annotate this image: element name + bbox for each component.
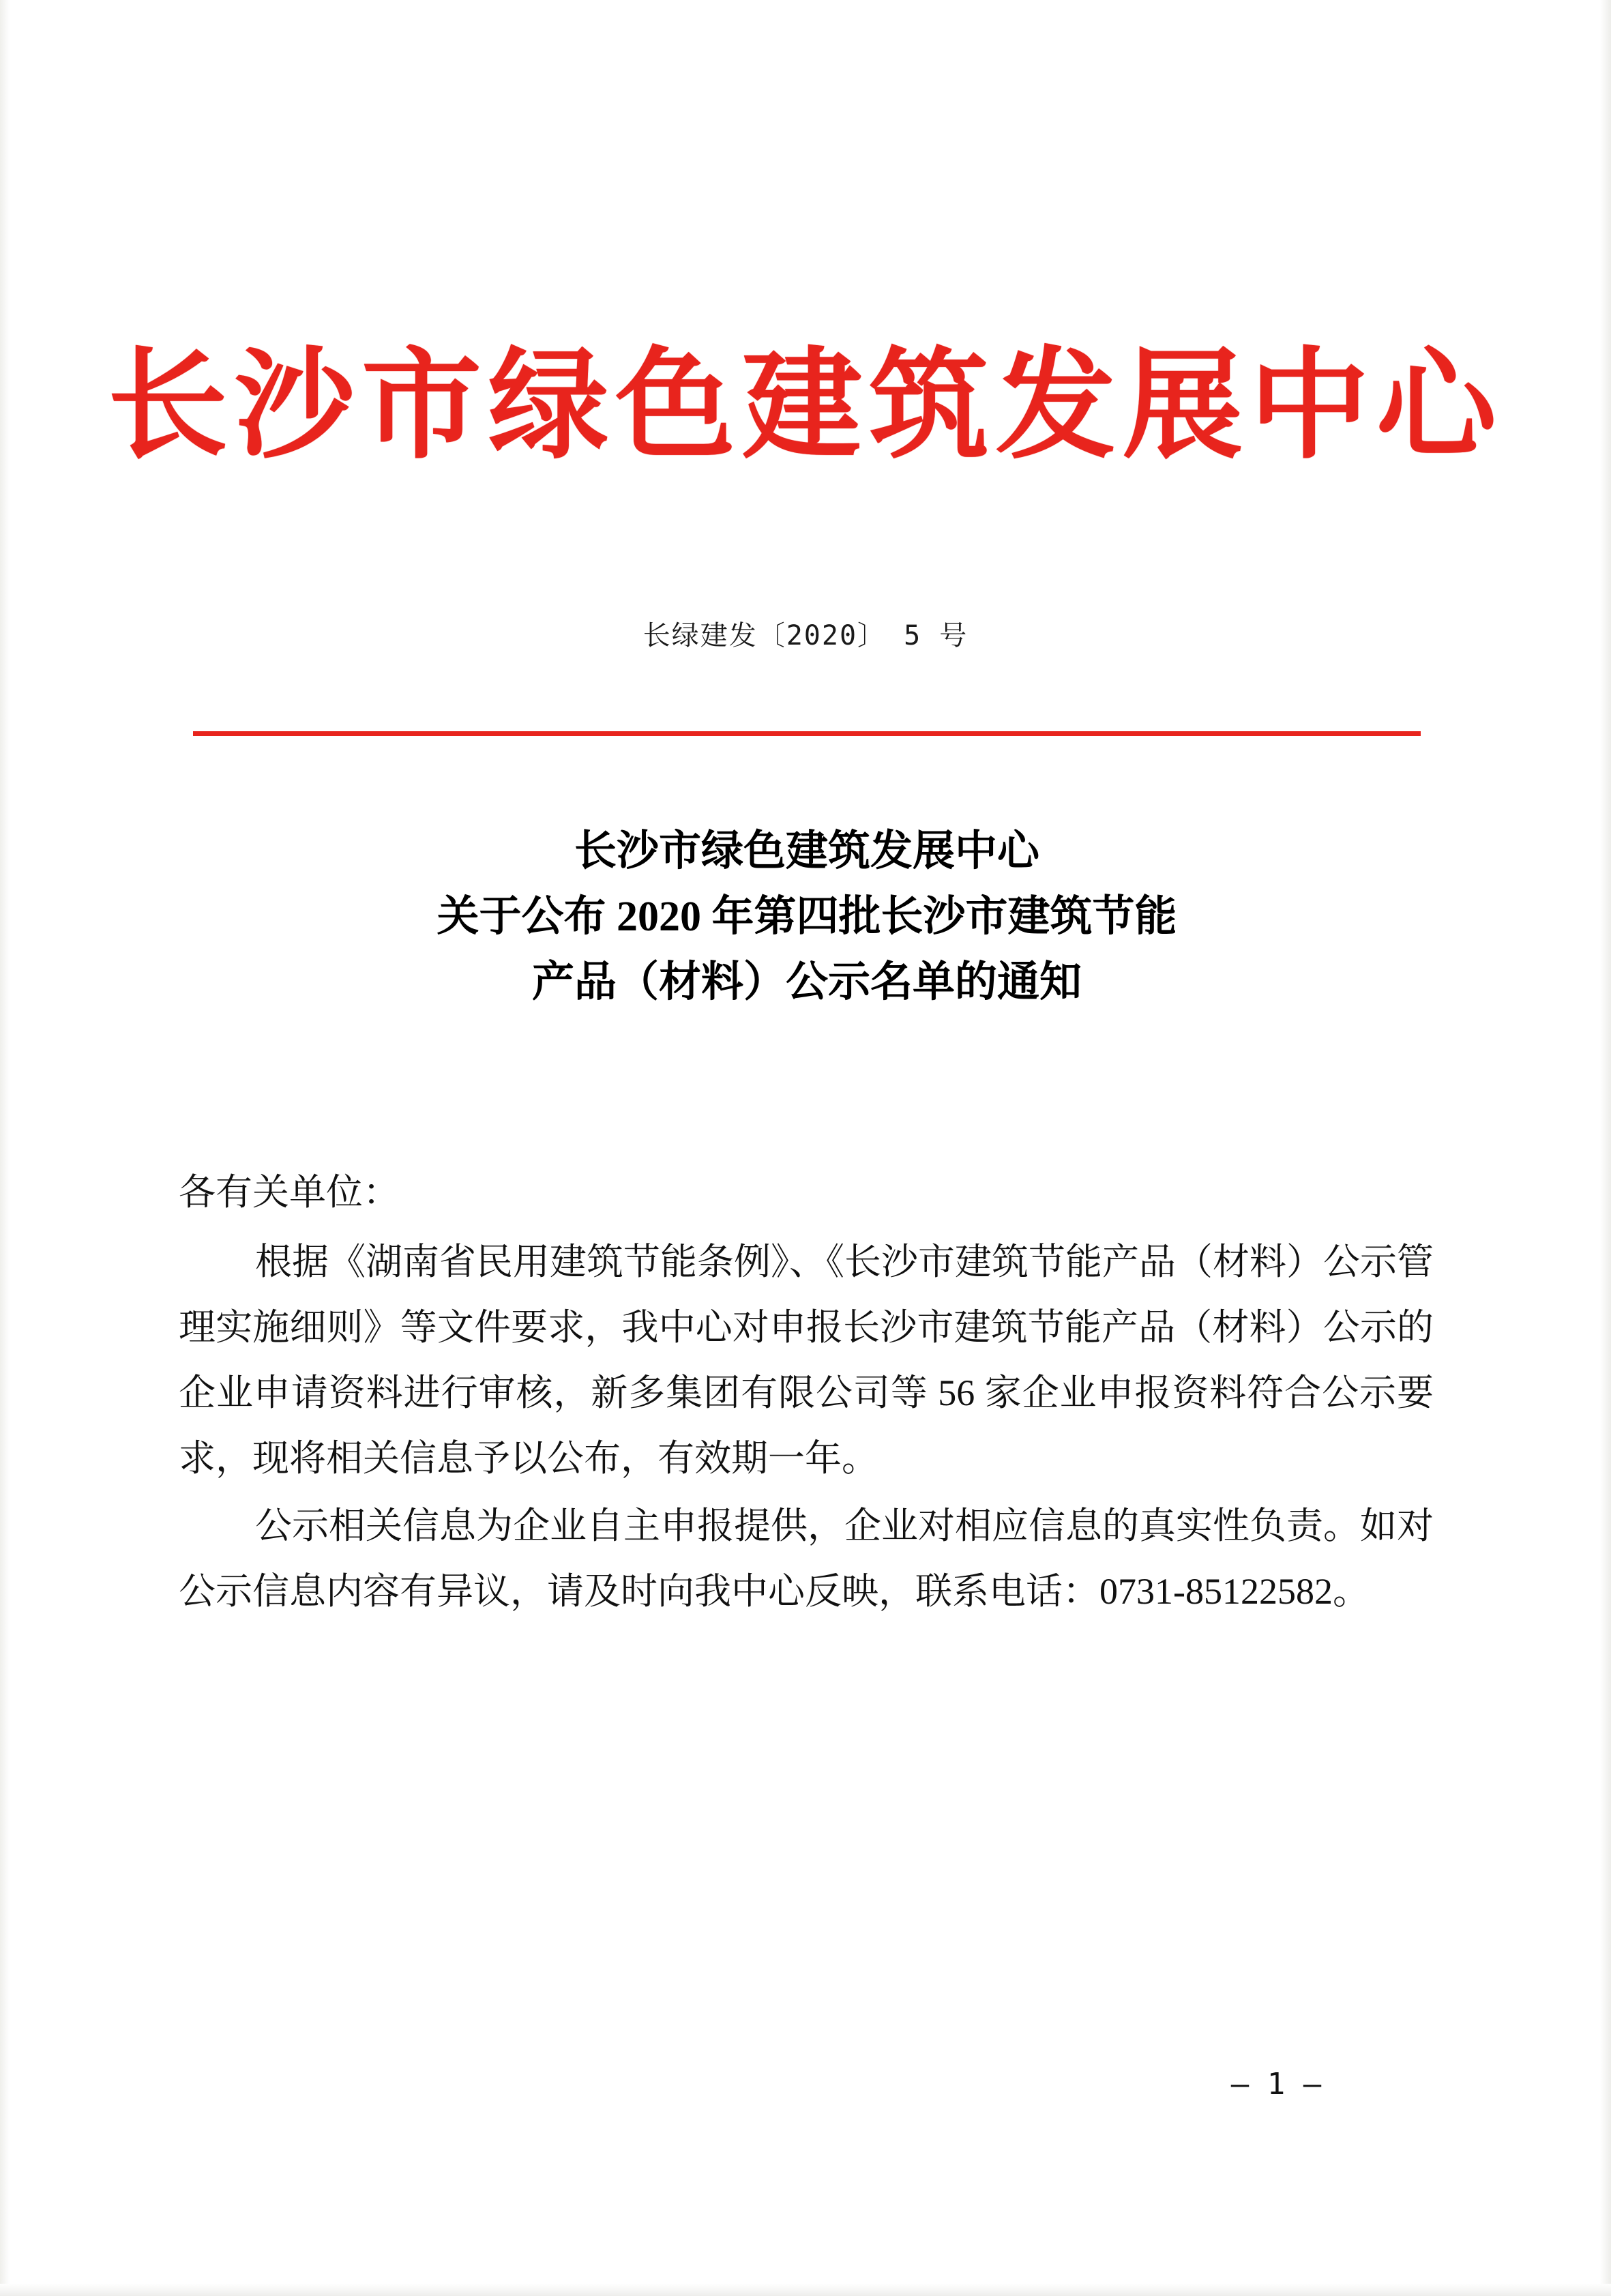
- title-line-3: 产品（材料）公示名单的通知: [531, 959, 1082, 1006]
- red-horizontal-rule: [193, 731, 1421, 736]
- salutation: 各有关单位：: [179, 1172, 400, 1213]
- title-line-1: 长沙市绿色建筑发展中心: [574, 828, 1039, 874]
- body-paragraph-2: 公示相关信息为企业自主申报提供，企业对相应信息的真实性负责。如对公示信息内容有异议，请及时向我中心反映，联系电话：0731-85122582。: [179, 1505, 1434, 1612]
- scan-edge-bottom: [0, 2284, 1611, 2296]
- document-body: [179, 1160, 1434, 1625]
- title-line-2: 关于公布 2020 年第四批长沙市建筑节能: [437, 894, 1177, 941]
- letterhead-title: 长沙市绿色建筑发展中心: [107, 340, 1503, 473]
- document-title: [193, 819, 1421, 1015]
- body-paragraph-1: 根据《湖南省民用建筑节能条例》、《长沙市建筑节能产品（材料）公示管理实施细则》等文件要求，我中心对申报长沙市建筑节能产品（材料）公示的企业申请资料进行审核，新多集团有限公司等 56 家企业申报资料符合公示要求，现将相关信息予以公布，有效期一年。: [179, 1241, 1434, 1480]
- page-number: — 1 —: [1230, 2067, 1322, 2102]
- document-number: 长绿建发〔2020〕 5 号: [642, 620, 969, 651]
